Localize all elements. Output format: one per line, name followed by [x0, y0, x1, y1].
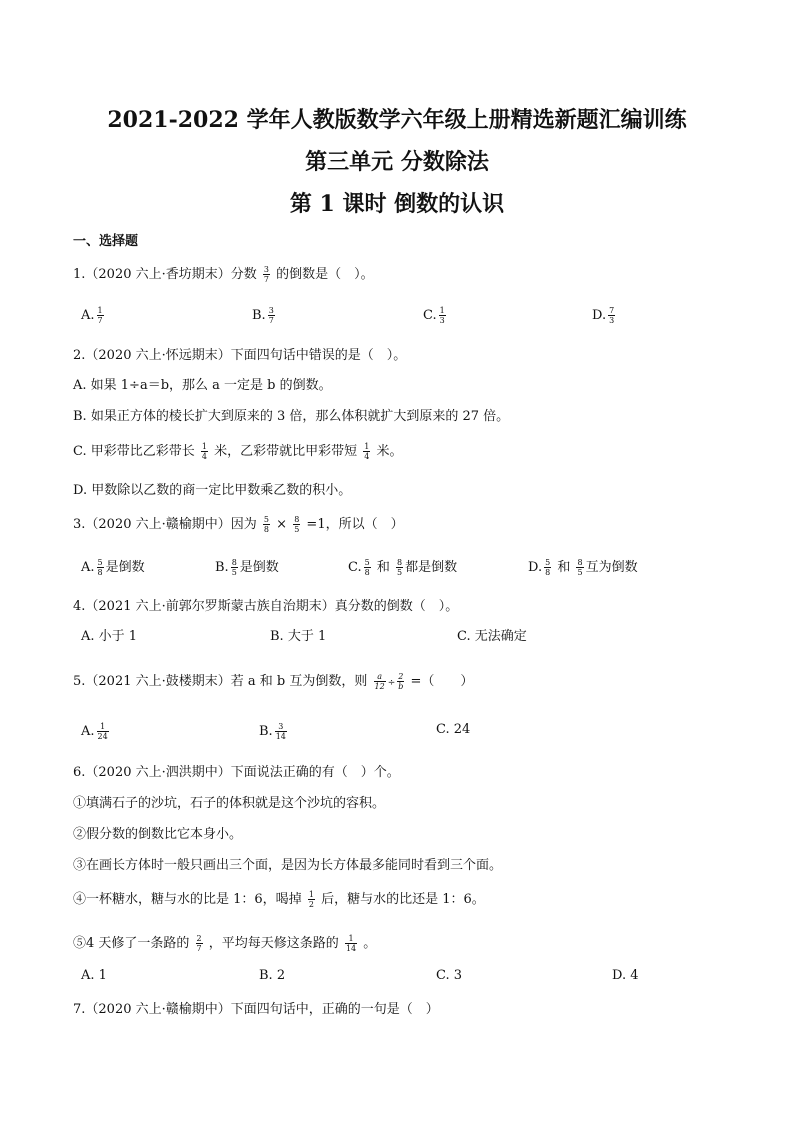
section-heading: 一、选择题: [73, 234, 139, 249]
unit-title: 第三单元 分数除法: [305, 149, 489, 175]
q4-option-a: A. 小于 1: [81, 629, 138, 644]
question-5: 5.（2021 六上·鼓楼期末）若 a 和 b 互为倒数，则 $\frac{a}{12}$ ÷ $\frac{2}{b}$ =（ ）: [73, 672, 474, 691]
q1-option-b: B. $\frac{3}{7}$: [252, 306, 274, 325]
question-2: 2.（2020 六上·怀远期末）下面四句话中错误的是（ ）。: [73, 348, 407, 363]
q6-statement-3: ③在画长方体时一般只画出三个面，是因为长方体最多能同时看到三个面。: [73, 858, 503, 873]
q2-option-d: D. 甲数除以乙数的商一定比甲数乘乙数的积小。: [73, 483, 352, 498]
document-title: 2021-2022 学年人教版数学六年级上册精选新题汇编训练: [107, 107, 687, 133]
q2-option-c: C. 甲彩带比乙彩带长 $\frac{1}{4}$ 米，乙彩带就比甲彩带短 $\frac{1}{4}$ 米。: [73, 442, 403, 461]
q1-option-a: A. $\frac{1}{7}$: [81, 306, 103, 325]
q6-option-a: A. 1: [81, 968, 107, 983]
q6-option-b: B. 2: [259, 968, 286, 983]
q3-option-b: B. $\frac{8}{5}$ 是倒数: [215, 558, 279, 577]
question-3: 3.（2020 六上·赣榆期中）因为 $\frac{5}{8}$ × $\frac{8}{5}$ =1，所以（ ）: [73, 515, 404, 534]
question-7: 7.（2020 六上·赣榆期中）下面四句话中，正确的一句是（ ）: [73, 1002, 439, 1017]
question-1: [73, 263, 374, 284]
q4-option-b: B. 大于 1: [270, 629, 327, 644]
q6-statement-2: ②假分数的倒数比它本身小。: [73, 827, 243, 842]
q5-option-c: C. 24: [436, 722, 471, 737]
q1-stem-start: 1.（2020 六上·香坊期末）分数: [73, 267, 257, 282]
q2-option-a: A. 如果 1÷a＝b，那么 a 一定是 b 的倒数。: [73, 378, 332, 393]
q6-option-c: C. 3: [436, 968, 463, 983]
q6-option-d: D. 4: [612, 968, 639, 983]
lesson-title: 第 1 课时 倒数的认识: [289, 191, 505, 217]
q1-fraction: $\frac{3}{7}$: [263, 265, 269, 284]
q5-option-a: A. $\frac{1}{24}$: [81, 722, 108, 741]
q5-option-b: B. $\frac{3}{14}$: [259, 722, 286, 741]
q6-statement-5: ⑤4 天修了一条路的 $\frac{2}{7}$ ，平均每天修这条路的 $\frac{1}{14}$ 。: [73, 934, 377, 953]
q1-option-d: D. $\frac{7}{3}$: [592, 306, 615, 325]
question-4: 4.（2021 六上·前郭尔罗斯蒙古族自治期末）真分数的倒数（ ）。: [73, 599, 459, 614]
q1-option-c: C. $\frac{1}{3}$: [423, 306, 445, 325]
q3-option-c: C. $\frac{5}{8}$ 和 $\frac{8}{5}$ 都是倒数: [348, 558, 458, 577]
q3-option-d: D. $\frac{5}{8}$ 和 $\frac{8}{5}$ 互为倒数: [528, 558, 638, 577]
question-6: 6.（2020 六上·泗洪期中）下面说法正确的有（ ）个。: [73, 765, 400, 780]
q6-statement-4: ④一杯糖水，糖与水的比是 1：6，喝掉 $\frac{1}{2}$ 后，糖与水的比还是 1：6。: [73, 890, 485, 909]
q2-option-b: B. 如果正方体的棱长扩大到原来的 3 倍，那么体积就扩大到原来的 27 倍。: [73, 409, 510, 424]
q1-stem-end: 的倒数是（ ）。: [276, 267, 374, 282]
q6-statement-1: ①填满石子的沙坑，石子的体积就是这个沙坑的容积。: [73, 796, 386, 811]
q3-option-a: A. $\frac{5}{8}$ 是倒数: [81, 558, 145, 577]
q4-option-c: C. 无法确定: [457, 629, 527, 644]
